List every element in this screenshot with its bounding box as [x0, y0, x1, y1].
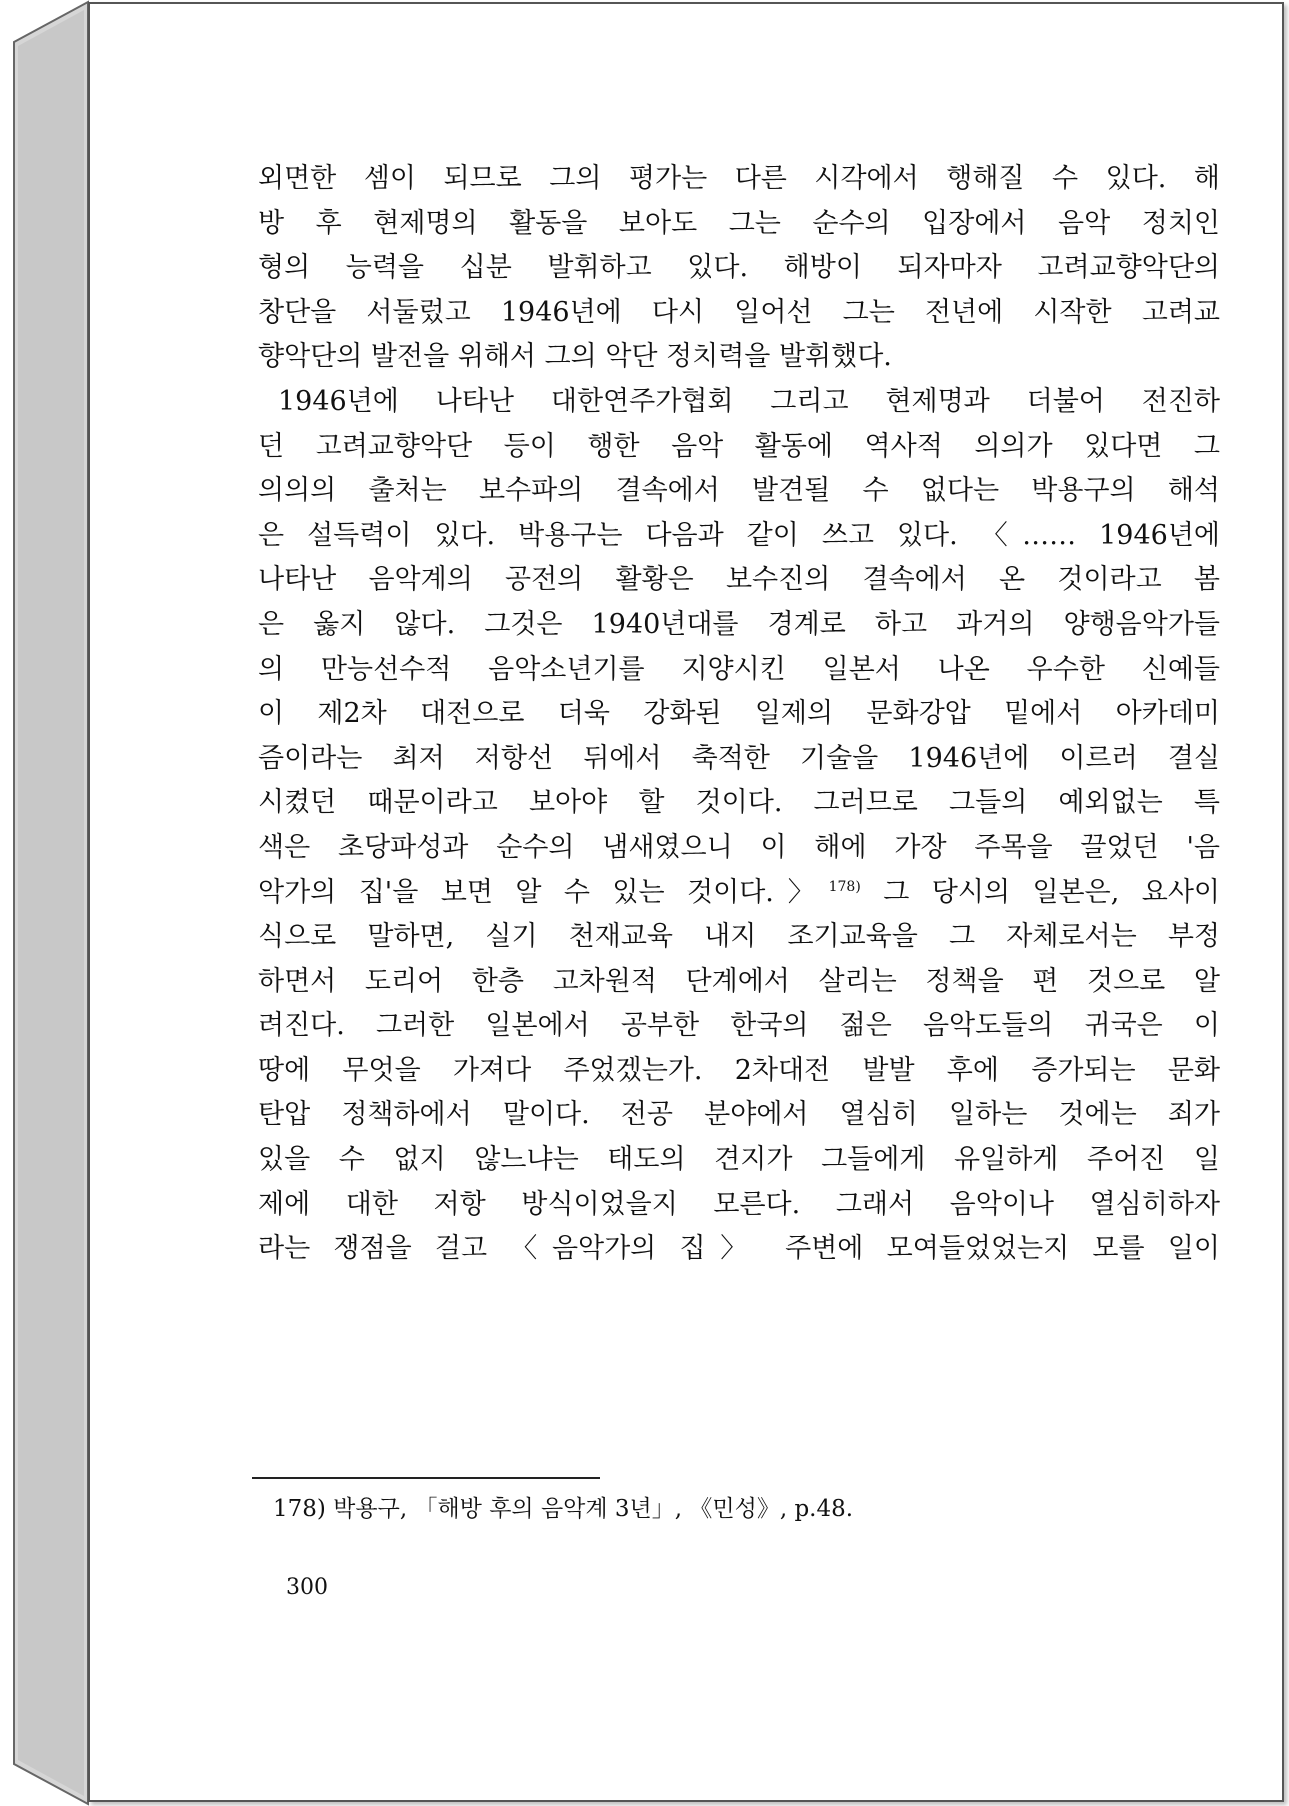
- text-line: 던 고려교향악단 등이 행한 음악 활동에 역사적 의의가 있다면 그: [258, 430, 1220, 462]
- text-line: 외면한 셈이 되므로 그의 평가는 다른 시각에서 행해질 수 있다. 해: [258, 163, 1220, 194]
- text-line: 제에 대한 저항 방식이었을지 모른다. 그래서 음악이나 열심히하자: [258, 1188, 1220, 1220]
- book-spine: [0, 0, 100, 1806]
- text-line: 의 만능선수적 음악소년기를 지양시킨 일본서 나온 우수한 신예들: [258, 653, 1220, 685]
- text-line: 창단을 서둘렀고 1946년에 다시 일어선 그는 전년에 시작한 고려교: [258, 296, 1220, 328]
- text-line: 땅에 무엇을 가져다 주었겠는가. 2차대전 발발 후에 증가되는 문화: [258, 1054, 1220, 1086]
- book-page: [88, 2, 1284, 1802]
- text-line: 즘이라는 최저 저항선 뒤에서 축적한 기술을 1946년에 이르러 결실: [258, 742, 1220, 774]
- text-line: 향악단의 발전을 위해서 그의 악단 정치력을 발휘했다.: [258, 341, 892, 373]
- text-line: 의의의 출처는 보수파의 결속에서 발견될 수 없다는 박용구의 해석: [258, 475, 1220, 507]
- text-line: 색은 초당파성과 순수의 냄새였으니 이 해에 가장 주목을 끌었던 '음: [258, 831, 1220, 863]
- footnote-reference[interactable]: 178): [828, 878, 861, 895]
- text-line: 은 옳지 않다. 그것은 1940년대를 경계로 하고 과거의 양행음악가들: [258, 608, 1220, 640]
- text-line: 있을 수 없지 않느냐는 태도의 견지가 그들에게 유일하게 주어진 일: [258, 1144, 1220, 1176]
- text-line: 하면서 도리어 한층 고차원적 단계에서 살리는 정책을 편 것으로 알: [258, 965, 1220, 997]
- text-line: 은 설득력이 있다. 박용구는 다음과 같이 쓰고 있다. 〈…… 1946년에: [258, 519, 1220, 551]
- text-line-with-footnote-ref: [258, 871, 1220, 916]
- text-line: 방 후 현제명의 활동을 보아도 그는 순수의 입장에서 음악 정치인: [258, 207, 1220, 239]
- text-line: 탄압 정책하에서 말이다. 전공 분야에서 열심히 일하는 것에는 죄가: [258, 1099, 1220, 1131]
- text-line: 이 제2차 대전으로 더욱 강화된 일제의 문화강압 밑에서 아카데미: [258, 698, 1220, 730]
- text-line: 시켰던 때문이라고 보아야 할 것이다. 그러므로 그들의 예외없는 특: [258, 787, 1220, 819]
- text-line: 형의 능력을 십분 발휘하고 있다. 해방이 되자마자 고려교향악단의: [258, 252, 1220, 284]
- page-number: 300: [286, 1575, 328, 1600]
- text-line: 라는 쟁점을 걸고 〈음악가의 집〉 주변에 모여들었었는지 모를 일이: [258, 1233, 1220, 1265]
- text-line: 려진다. 그러한 일본에서 공부한 한국의 젊은 음악도들의 귀국은 이: [258, 1010, 1220, 1042]
- footnote-divider: [252, 1477, 600, 1479]
- text-line: 식으로 말하면, 실기 천재교육 내지 조기교육을 그 자체로서는 부정: [258, 921, 1220, 953]
- text-line: 1946년에 나타난 대한연주가협회 그리고 현제명과 더불어 전진하: [278, 385, 1220, 417]
- text-line: 나타난 음악계의 공전의 활황은 보수진의 결속에서 온 것이라고 봄: [258, 564, 1220, 596]
- text-segment: 그 당시의 일본은, 요사이: [860, 876, 1220, 908]
- body-text: [258, 157, 1220, 1272]
- text-segment: 악가의 집'을 보면 알 수 있는 것이다.〉: [258, 876, 829, 908]
- footnote: 178) 박용구, 「해방 후의 음악계 3년」, 《민성》, p.48.: [273, 1496, 854, 1522]
